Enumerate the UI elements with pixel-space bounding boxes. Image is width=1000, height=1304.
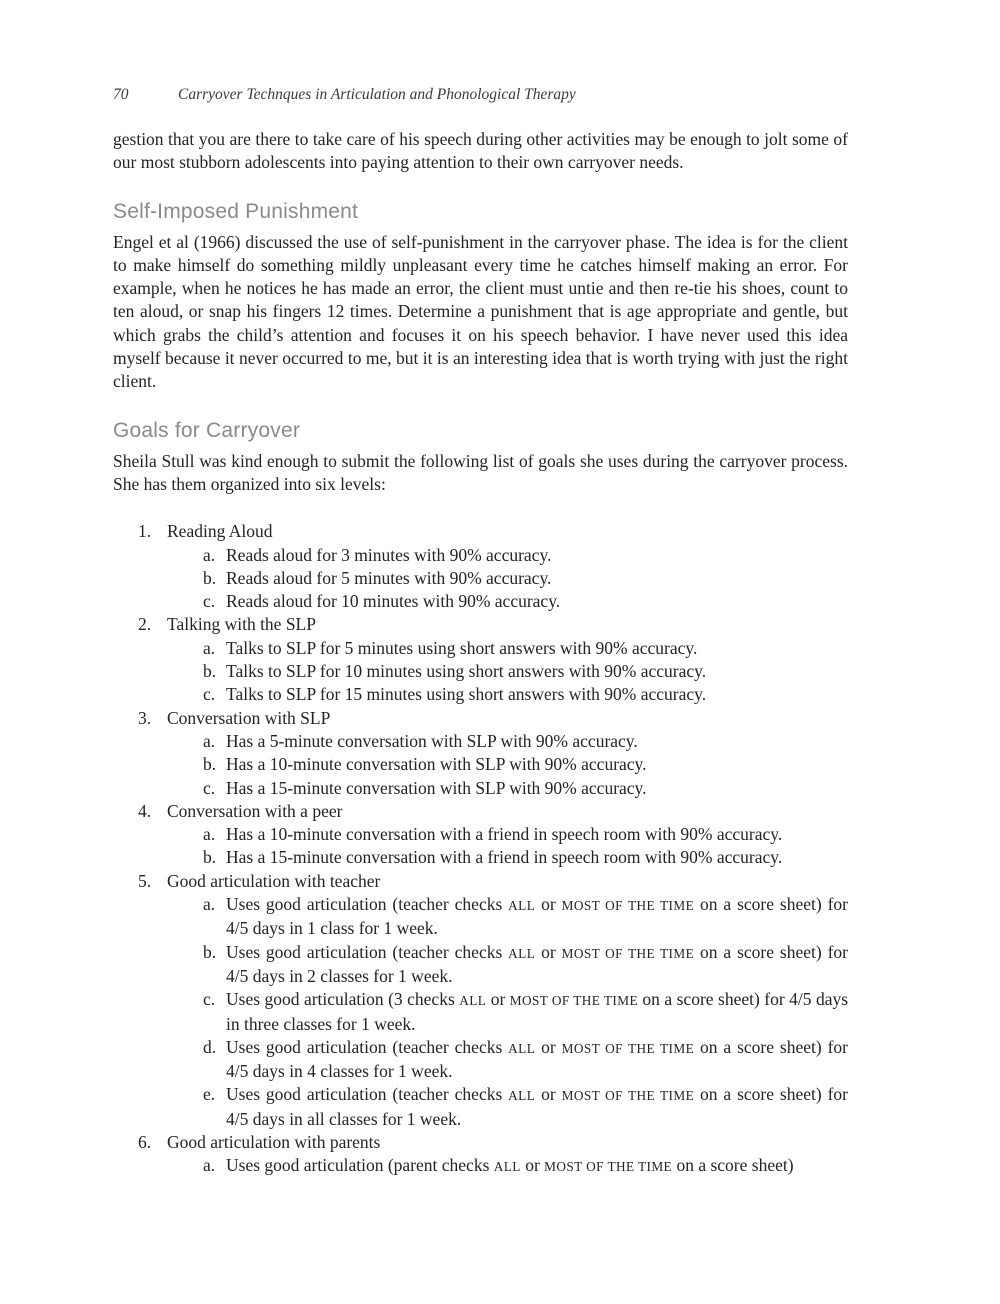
text-segment: Talks to SLP for 15 minutes using short answers with 90% accuracy. (226, 684, 707, 705)
goal-item (138, 800, 848, 823)
goal-sub-text (226, 590, 848, 613)
goal-sub-letter: a. (203, 544, 216, 565)
smallcaps-text: MOST OF THE TIME (561, 1088, 695, 1104)
goal-sub-text (226, 1083, 848, 1131)
goal-sub-letter: c. (203, 591, 216, 612)
goals-list (113, 520, 848, 1178)
intro-paragraph: gestion that you are there to take care of his speech during other activities may be enough to jolt some of our most stubborn adolescents into paying attention to their own carryover needs. (113, 129, 848, 173)
goal-number: 2. (138, 614, 152, 635)
goal-sub-item (203, 941, 848, 989)
goal-title: Good articulation with teacher (167, 870, 381, 891)
goal-sub-item (203, 544, 848, 567)
goal-sub-item (203, 823, 848, 846)
goal-sub-item (203, 660, 848, 683)
goal-sub-letter: b. (203, 941, 217, 962)
smallcaps-text: ALL (459, 993, 487, 1009)
smallcaps-text: MOST OF THE TIME (561, 1040, 695, 1056)
goal-sub-text (226, 1154, 848, 1178)
goal-sub-letter: b. (203, 567, 217, 588)
smallcaps-text: ALL (508, 1040, 536, 1056)
page-number: 70 (113, 86, 129, 103)
section-paragraph-goals-for-carryover: Sheila Stull was kind enough to submit the following list of goals she uses during the carryover process. She has them organized into six levels: (113, 450, 848, 494)
goal-sub-text (226, 823, 848, 846)
text-segment: on a score sheet) (672, 1155, 794, 1176)
text-segment: Has a 15-minute conversation with SLP with 90% accuracy. (226, 777, 647, 798)
section-paragraph-self-imposed-punishment: Engel et al (1966) discussed the use of self-punishment in the carryover phase. The idea is for the client to make himself do something mildly unpleasant every time he catches himself making an error. For example, when he notices he has made an error, the client must untie and then re-tie his shoes, count to ten aloud, or snap his fingers 12 times. Determine a punishment that is age appropriate and gentle, but which grabs the child’s attention and focuses it on his speech behavior. I have never used this idea myself because it never occurred to me, but it is an interesting idea that is worth trying with just the right client. (113, 231, 848, 392)
text-segment: on a score sheet) for 4/5 days in 4 classes for 1 week. (226, 1036, 848, 1082)
text-segment: on a score sheet) for 4/5 days in 2 classes for 1 week. (226, 941, 848, 986)
goal-sub-letter: d. (203, 1036, 217, 1057)
text-segment: or (535, 941, 562, 962)
goal-sub-text (226, 683, 848, 706)
text-segment: Has a 10-minute conversation with a friend in speech room with 90% accuracy. (226, 824, 783, 845)
goal-sub-item (203, 988, 848, 1036)
text-segment: Reads aloud for 5 minutes with 90% accuracy. (226, 567, 552, 588)
running-title: Carryover Technques in Articulation and Phonological Therapy (178, 86, 576, 103)
smallcaps-text: MOST OF THE TIME (561, 898, 695, 914)
goal-sub-text (226, 730, 848, 753)
goal-number: 1. (138, 521, 152, 542)
text-segment: Uses good articulation (teacher checks (226, 941, 509, 962)
goal-sub-letter: e. (203, 1084, 216, 1105)
text-segment: Has a 5-minute conversation with SLP with 90% accuracy. (226, 730, 638, 751)
text-segment: Talks to SLP for 5 minutes using short answers with 90% accuracy. (226, 637, 698, 658)
text-segment: Has a 15-minute conversation with a friend in speech room with 90% accuracy. (226, 847, 783, 868)
goal-item (138, 870, 848, 893)
goal-title: Conversation with a peer (167, 800, 343, 821)
goal-title: Good articulation with parents (167, 1131, 381, 1152)
goal-sub-text (226, 988, 848, 1036)
text-segment: or (535, 1036, 562, 1057)
goal-sub-letter: c. (203, 989, 216, 1010)
goal-sub-text (226, 893, 848, 941)
goal-sub-item (203, 893, 848, 941)
goal-sub-text (226, 753, 848, 776)
goal-sub-item (203, 1083, 848, 1131)
smallcaps-text: MOST OF THE TIME (544, 1159, 673, 1175)
goal-number: 6. (138, 1131, 152, 1152)
goal-sub-letter: b. (203, 754, 217, 775)
goal-sub-letter: b. (203, 847, 217, 868)
goal-title: Conversation with SLP (167, 707, 331, 728)
goal-sub-text (226, 1036, 848, 1084)
goal-sub-letter: a. (203, 730, 216, 751)
goal-number: 4. (138, 800, 152, 821)
text-segment: Has a 10-minute conversation with SLP with 90% accuracy. (226, 754, 647, 775)
goal-sub-item (203, 637, 848, 660)
smallcaps-text: MOST OF THE TIME (561, 945, 695, 961)
text-segment: or (535, 894, 562, 915)
text-segment: Uses good articulation (teacher checks (226, 894, 509, 915)
goal-sub-item (203, 730, 848, 753)
section-heading-goals-for-carryover: Goals for Carryover (113, 418, 301, 442)
goal-sub-item (203, 753, 848, 776)
goal-sub-letter: a. (203, 1155, 216, 1176)
smallcaps-text: ALL (508, 1088, 536, 1104)
text-segment: Uses good articulation (teacher checks (226, 1036, 509, 1057)
goal-sub-text (226, 941, 848, 989)
goal-sub-text (226, 846, 848, 869)
goal-item (138, 613, 848, 636)
smallcaps-text: ALL (508, 945, 536, 961)
goal-item (138, 520, 848, 543)
goal-sub-item (203, 777, 848, 800)
goal-title: Reading Aloud (167, 521, 273, 542)
text-segment: Uses good articulation (parent checks (226, 1155, 494, 1176)
goal-sub-item (203, 846, 848, 869)
text-segment: or (486, 989, 510, 1010)
smallcaps-text: ALL (508, 898, 536, 914)
text-segment: or (520, 1155, 545, 1176)
goal-number: 5. (138, 870, 152, 891)
goal-item (138, 707, 848, 730)
text-segment: Reads aloud for 10 minutes with 90% accuracy. (226, 591, 561, 612)
smallcaps-text: MOST OF THE TIME (509, 993, 638, 1009)
text-segment: on a score sheet) for 4/5 days in three classes for 1 week. (226, 989, 849, 1034)
running-header (113, 85, 848, 105)
goal-sub-item (203, 1036, 848, 1084)
goal-sub-item (203, 590, 848, 613)
goal-number: 3. (138, 707, 152, 728)
goal-sub-letter: a. (203, 894, 216, 915)
goal-sub-letter: c. (203, 684, 216, 705)
goal-sub-item (203, 1154, 848, 1178)
goal-title: Talking with the SLP (167, 614, 316, 635)
goal-sub-text (226, 544, 848, 567)
goal-sub-letter: a. (203, 824, 216, 845)
text-segment: Uses good articulation (teacher checks (226, 1084, 509, 1105)
goal-sub-text (226, 637, 848, 660)
goal-sub-text (226, 567, 848, 590)
text-segment: Uses good articulation (3 checks (226, 989, 460, 1010)
text-segment: Talks to SLP for 10 minutes using short answers with 90% accuracy. (226, 661, 707, 682)
goal-sub-text (226, 777, 848, 800)
page-content (113, 85, 848, 1179)
goal-sub-letter: b. (203, 661, 217, 682)
section-heading-self-imposed-punishment: Self-Imposed Punishment (113, 199, 359, 223)
goal-sub-text (226, 660, 848, 683)
text-segment: on a score sheet) for 4/5 days in 1 class for 1 week. (226, 894, 848, 939)
goal-item (138, 1131, 848, 1154)
text-segment: or (535, 1084, 562, 1105)
goal-sub-item (203, 683, 848, 706)
goal-sub-letter: c. (203, 777, 216, 798)
goal-sub-item (203, 567, 848, 590)
text-segment: on a score sheet) for 4/5 days in all classes for 1 week. (226, 1084, 848, 1129)
goal-sub-letter: a. (203, 637, 216, 658)
text-segment: Reads aloud for 3 minutes with 90% accuracy. (226, 544, 552, 565)
smallcaps-text: ALL (493, 1159, 521, 1175)
